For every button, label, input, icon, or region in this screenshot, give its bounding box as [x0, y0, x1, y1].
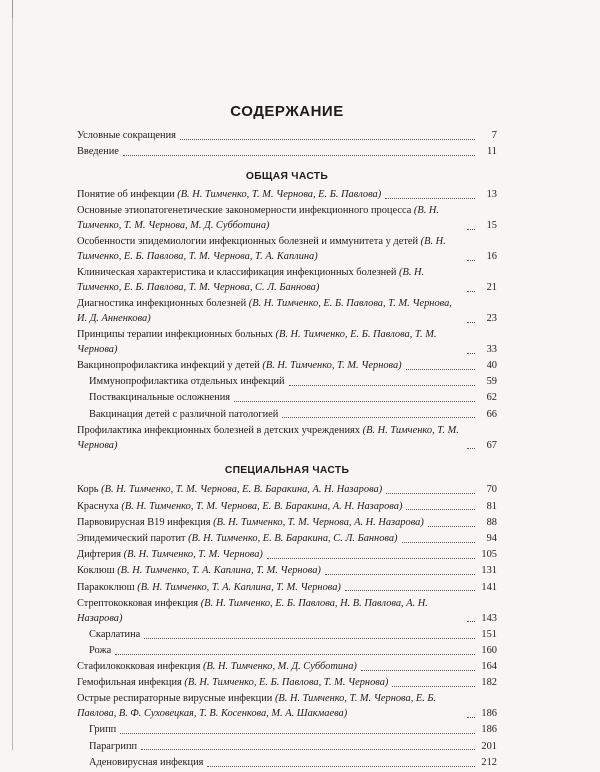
toc-entry-page: 66: [486, 408, 497, 420]
toc-entry-page: 21: [486, 281, 497, 293]
toc-entry-text: [77, 692, 463, 722]
toc-entry-text: [77, 483, 382, 498]
toc-entry[interactable]: [77, 145, 497, 160]
toc-entry-page: 94: [486, 533, 497, 544]
toc-entry-authors: (В. Н. Тимченко, Е. В. Баракина, С. Л. Баннова): [188, 533, 398, 544]
toc-entry[interactable]: [77, 188, 497, 203]
toc-entry[interactable]: [77, 644, 497, 659]
toc-entry-page: 201: [481, 740, 497, 752]
toc-entry-authors: (В. Н. Тимченко, Е. Б. Павлова, Т. М. Чернова): [77, 329, 437, 355]
toc-entry-text: [89, 375, 285, 390]
dot-leader: [467, 260, 475, 261]
toc-entry[interactable]: [77, 424, 497, 454]
toc-entry-page: 182: [481, 677, 497, 689]
toc-entry-text: [77, 266, 463, 296]
toc-entry-text: [89, 756, 203, 771]
toc-entry[interactable]: [77, 548, 497, 563]
toc-entry-authors: (В. Н. Тимченко, Е. Б. Павлова, Т. М. Чернова, С. Л. Баннова): [77, 267, 425, 293]
toc-entry-title: Понятие об инфекции: [77, 188, 178, 200]
toc-entry-authors: (В. Н. Тимченко, Т. М. Чернова): [77, 424, 459, 451]
toc-entry-text: [77, 297, 463, 327]
toc-entry[interactable]: [77, 516, 497, 531]
toc-entry-authors: (В. Н. Тимченко, Е. Б. Павлова, Т. М. Чернова): [184, 677, 389, 689]
toc-entry-text: [77, 564, 321, 579]
toc-entry-authors: (В. Н. Тимченко, Т. М. Чернова, А. Н. Назарова): [213, 516, 424, 528]
dot-leader: [402, 542, 476, 543]
dot-leader: [180, 139, 475, 140]
toc-entry-title: Введение: [77, 146, 119, 158]
toc-entry-page: 131: [481, 565, 497, 577]
toc-entry-title: Диагностика инфекционных болезней: [77, 298, 249, 310]
dot-leader: [406, 509, 475, 510]
toc-entry-text: [77, 676, 388, 691]
toc-entry-title: Поствакцинальные осложнения: [89, 392, 231, 404]
toc-entry-text: [77, 500, 402, 515]
toc-entry-page: 15: [486, 219, 497, 231]
toc-entry-text: [77, 188, 381, 203]
dot-leader: [120, 733, 475, 734]
dot-leader: [345, 590, 475, 591]
toc-entry-page: 40: [486, 360, 497, 372]
toc-entry-title: Краснуха: [77, 500, 122, 512]
toc-entry-title: Стафилококковая инфекция: [77, 661, 203, 673]
toc-entry-text: [77, 424, 463, 454]
toc-entry-title: Корь: [77, 484, 102, 496]
page-corner-mark: [12, 0, 23, 18]
toc-entry[interactable]: [77, 597, 497, 627]
intro-entries: [77, 129, 497, 160]
toc-entry-page: 59: [486, 376, 497, 388]
dot-leader: [428, 526, 475, 527]
dot-leader: [467, 621, 475, 622]
toc-entry-page: 105: [481, 549, 497, 561]
toc-entry[interactable]: [77, 660, 497, 675]
toc-entry-title: Грипп: [89, 724, 117, 736]
dot-leader: [386, 493, 475, 494]
toc-entry-authors: (В. Н. Тимченко, Т. М. Чернова): [123, 549, 263, 561]
toc-entry-title: Особенности эпидемиологии инфекционных болезней и иммунитета у детей: [77, 236, 421, 248]
dot-leader: [207, 766, 475, 767]
toc-entry-title: Вакцинация детей с различной патологией: [89, 408, 279, 420]
toc-entry-page: 7: [491, 130, 497, 141]
toc-entry-authors: (В. Н. Тимченко, Т. А. Каплина, Т. М. Чернова): [137, 581, 341, 593]
toc-entry[interactable]: [77, 129, 497, 144]
toc-entry[interactable]: [77, 532, 497, 547]
toc-entry-text: [77, 235, 463, 265]
toc-entry-page: 186: [481, 724, 497, 736]
dot-leader: [234, 401, 475, 402]
toc-entry-title: Скарлатина: [89, 628, 141, 640]
toc-entry-page: 70: [486, 484, 497, 496]
toc-entry[interactable]: [77, 740, 497, 755]
toc-entry-page: 33: [486, 343, 497, 355]
toc-entry-page: 67: [486, 439, 497, 451]
dot-leader: [385, 198, 475, 199]
toc-entry-authors: (В. Н. Тимченко, Е. Б. Павлова, Т. М. Чернова, Т. А. Каплина): [77, 236, 446, 262]
toc-entry-authors: (В. Н. Тимченко, Т. А. Каплина, Т. М. Чернова): [117, 565, 321, 577]
toc-entry-title: Иммунопрофилактика отдельных инфекций: [89, 376, 285, 388]
toc-entry-page: 81: [486, 500, 497, 512]
dot-leader: [467, 291, 475, 292]
dot-leader: [325, 574, 475, 575]
toc-entry-title: Условные сокращения: [77, 130, 176, 141]
toc-entry-text: [77, 548, 263, 563]
toc-entry-text: [77, 516, 424, 531]
toc-entry-authors: (В. Н. Тимченко, Т. М. Чернова, М. Д. Субботина): [77, 205, 440, 231]
toc-entry[interactable]: [77, 266, 497, 296]
toc-entry-text: [77, 129, 176, 144]
general-entries: [77, 188, 497, 453]
toc-entry-authors: (В. Н. Тимченко, Т. М. Чернова, Е. В. Баракина, А. Н. Назарова): [101, 484, 383, 496]
toc-entry-title: Коклюш: [77, 565, 118, 577]
toc-entry-text: [77, 145, 119, 160]
section-heading-special: СПЕЦИАЛЬНАЯ ЧАСТЬ: [224, 465, 350, 477]
section-heading-general: ОБЩАЯ ЧАСТЬ: [245, 170, 329, 182]
toc-entry-authors: (В. Н. Тимченко, М. Д. Субботина): [203, 661, 357, 673]
toc-entry[interactable]: [77, 204, 497, 234]
toc-entry-title: Вакцинопрофилактика инфекций у детей: [77, 360, 263, 372]
dot-leader: [467, 229, 475, 230]
toc-entry[interactable]: [77, 500, 497, 515]
dot-leader: [467, 448, 475, 449]
toc-entry-page: 212: [481, 756, 497, 768]
toc-entry[interactable]: [77, 408, 497, 423]
toc-entry-page: 13: [486, 188, 497, 200]
toc-entry[interactable]: [77, 692, 497, 722]
dot-leader: [467, 322, 475, 323]
toc-entry[interactable]: [77, 723, 497, 738]
toc-entry-text: [89, 644, 111, 659]
toc-entry-title: Дифтерия: [77, 549, 124, 561]
dot-leader: [289, 385, 475, 386]
toc-entry-title: Острые респираторные вирусные инфекции: [77, 693, 275, 705]
toc-entry-title: Профилактика инфекционных болезней в детских учреждениях: [77, 424, 363, 436]
toc-entry-title: Парвовирусная В19 инфекция: [77, 516, 214, 528]
toc-entry-text: [77, 581, 341, 596]
toc-entry[interactable]: [77, 359, 497, 374]
dot-leader: [144, 638, 475, 639]
dot-leader: [467, 353, 475, 354]
dot-leader: [282, 417, 475, 418]
toc-entry-page: 141: [481, 581, 497, 593]
page-title: СОДЕРЖАНИЕ: [230, 103, 344, 120]
toc-entry-text: [89, 740, 137, 755]
dot-leader: [361, 670, 475, 671]
toc-entry-text: [89, 408, 278, 423]
dot-leader: [267, 558, 475, 559]
toc-entry-text: [77, 328, 463, 358]
toc-entry-title: Клиническая характеристика и классификация инфекционных болезней: [77, 267, 400, 279]
toc-entry-page: 160: [481, 644, 497, 656]
toc-entry[interactable]: [77, 483, 497, 498]
toc-entry-title: Эпидемический паротит: [77, 533, 189, 544]
toc-entry-text: [77, 660, 357, 675]
toc-entry-authors: (В. Н. Тимченко, Т. М. Чернова, Е. Б. Павлова): [177, 188, 382, 200]
toc-entry[interactable]: [77, 628, 497, 643]
toc-entry-title: Аденовирусная инфекция: [89, 756, 204, 768]
toc-entry-text: [89, 723, 116, 738]
toc-entry[interactable]: [77, 581, 497, 596]
dot-leader: [392, 686, 475, 687]
toc-entry-text: [77, 532, 398, 547]
toc-entry[interactable]: [77, 391, 497, 406]
toc-entry[interactable]: [77, 235, 497, 265]
page-gutter-line: [12, 0, 13, 750]
toc-entry-page: 143: [481, 612, 497, 624]
toc-entry-title: Основные этиопатогенетические закономерности инфекционного процесса: [77, 205, 414, 217]
toc-entry-title: Гемофильная инфекция: [77, 677, 185, 689]
toc-entry-page: 164: [481, 661, 497, 673]
toc-entry-authors: (В. Н. Тимченко, Т. М. Чернова, Е. В. Баракина, А. Н. Назарова): [121, 500, 403, 512]
toc-entry-page: 11: [486, 146, 497, 158]
toc-entry-title: Стрептококковая инфекция: [77, 597, 201, 609]
toc-entry[interactable]: [77, 297, 497, 327]
toc-entry-title: Принципы терапии инфекционных больных: [77, 329, 276, 341]
toc-entry-authors: (В. Н. Тимченко, Т. М. Чернова): [262, 360, 402, 372]
toc-entry[interactable]: [77, 564, 497, 579]
toc-entry-page: 186: [481, 708, 497, 720]
toc-entry-text: [89, 628, 140, 643]
toc-entry-authors: (В. Н. Тимченко, Е. Б. Павлова, Н. В. Павлова, А. Н. Назарова): [77, 597, 428, 624]
toc-entry-text: [77, 359, 402, 374]
toc-entry-authors: (В. Н. Тимченко, Е. Б. Павлова, Т. М. Чернова, И. Д. Анненкова): [77, 298, 452, 324]
toc-entry-page: 23: [486, 312, 497, 324]
toc-entry[interactable]: [77, 375, 497, 390]
toc-entry-page: 62: [486, 392, 497, 404]
table-of-contents: [77, 103, 497, 772]
toc-entry[interactable]: [77, 756, 497, 771]
toc-entry-text: [77, 597, 463, 627]
toc-entry-text: [89, 391, 230, 406]
toc-entry-page: 16: [486, 250, 497, 262]
toc-entry-page: 151: [481, 628, 497, 640]
toc-entry-authors: (В. Н. Тимченко, Т. М. Чернова, Е. Б. Павлова, В. Ф. Суховецкая, Т. В. Косенкова, М. А. Шакмаева): [77, 693, 437, 720]
toc-entry-title: Рожа: [89, 644, 112, 656]
toc-entry-page: 88: [486, 516, 497, 528]
toc-entry[interactable]: [77, 676, 497, 691]
dot-leader: [115, 654, 475, 655]
dot-leader: [467, 717, 475, 718]
special-entries: [77, 483, 497, 770]
toc-entry-title: Паракоклюш: [77, 581, 138, 593]
dot-leader: [123, 155, 475, 156]
dot-leader: [406, 369, 475, 370]
toc-entry[interactable]: [77, 328, 497, 358]
toc-entry-title: Парагрипп: [89, 740, 138, 752]
toc-entry-text: [77, 204, 463, 234]
